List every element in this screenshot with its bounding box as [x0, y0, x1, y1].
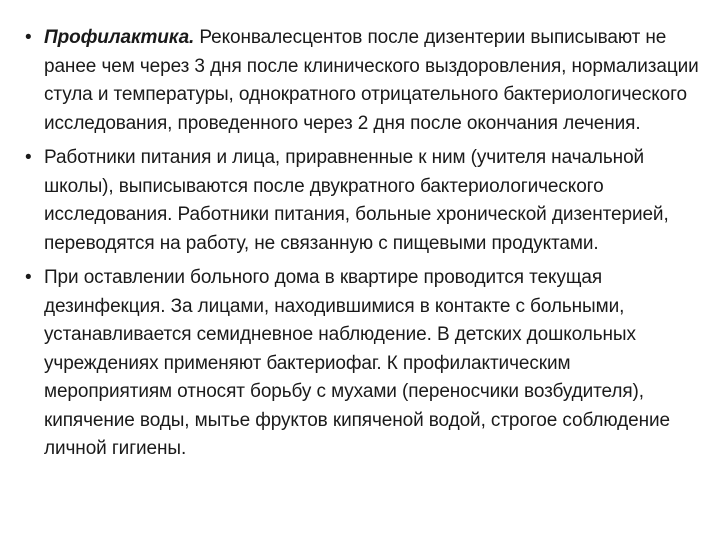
bullet-list	[22, 24, 702, 470]
bullet-icon: •	[25, 147, 32, 168]
bullet-lead: Профилактика.	[44, 27, 195, 48]
bullet-icon: •	[25, 267, 32, 288]
bullet-text: Реконвалесцентов после дизентерии выписывают не ранее чем через 3 дня после клинического выздоровления, нормализации стула и температуры, однократного отрицательного бактериологического исследования, проведенного через 2 дня после окончания лечения.	[44, 27, 699, 134]
bullet-icon: •	[25, 27, 32, 48]
bullet-item-disinfection	[22, 264, 702, 464]
bullet-item-prophylaxis	[22, 24, 702, 138]
bullet-item-food-workers	[22, 144, 702, 258]
bullet-text: При оставлении больного дома в квартире проводится текущая дезинфекция. За лицами, находившимися в контакте с больными, устанавливается семидневное наблюдение. В детских дошкольных учреждениях применяют бактериофаг. К профилактическим мероприятиям относят борьбу с мухами (переносчики возбудителя), кипячение воды, мытье фруктов кипяченой водой, строгое соблюдение личной гигиены.	[44, 267, 670, 459]
bullet-text: Работники питания и лица, приравненные к ним (учителя начальной школы), выписываются после двукратного бактериологического исследования. Работники питания, больные хронической дизентерией, переводятся на работу, не связанную с пищевыми продуктами.	[44, 147, 669, 254]
